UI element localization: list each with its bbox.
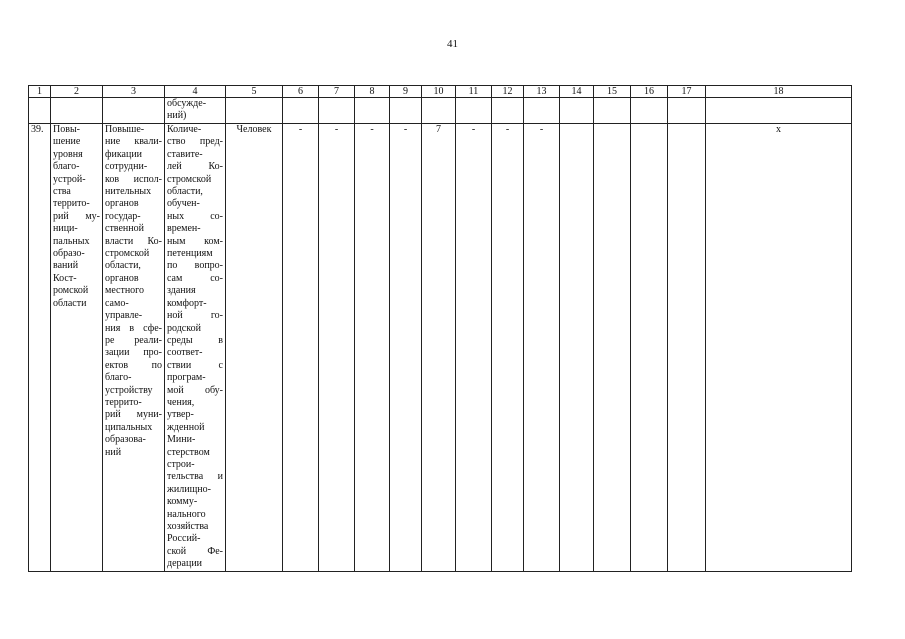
- header-cell: 3: [103, 86, 165, 98]
- value-cell: -: [524, 124, 560, 572]
- indicator-cell: [165, 124, 226, 572]
- text-line: стромской: [105, 248, 150, 260]
- text-line: ным ком-: [167, 235, 223, 247]
- text-line: жденной: [167, 421, 205, 433]
- value-cell: [668, 124, 706, 572]
- text-line: ственной: [105, 223, 144, 235]
- text-line: устрой-: [53, 173, 86, 185]
- continuation-cell: [165, 98, 226, 124]
- text-line: петенциям: [167, 248, 213, 260]
- text-line: Количе-: [167, 124, 202, 135]
- header-cell: 5: [226, 86, 283, 98]
- text-line: управле-: [105, 310, 143, 322]
- text-line: шение: [53, 136, 81, 148]
- text-line: ципальных: [105, 421, 153, 433]
- text-line: Кост-: [53, 272, 77, 284]
- text-line: ний: [105, 446, 122, 458]
- text-line: времен-: [167, 223, 201, 235]
- header-cell: 13: [524, 86, 560, 98]
- text-line: комму-: [167, 496, 198, 508]
- header-cell: 18: [706, 86, 852, 98]
- table-row: [29, 124, 852, 572]
- text-line: здания: [167, 285, 196, 297]
- text-line: рий муни-: [105, 409, 162, 421]
- text-line: благо-: [105, 372, 132, 384]
- text-line: ний): [167, 110, 187, 122]
- text-line: тельства и: [167, 471, 223, 483]
- header-cell: 6: [283, 86, 319, 98]
- header-cell: 15: [594, 86, 631, 98]
- header-row: [29, 86, 852, 98]
- note-cell: x: [706, 124, 852, 572]
- header-cell: 14: [560, 86, 594, 98]
- header-cell: 16: [631, 86, 668, 98]
- header-cell: 8: [355, 86, 390, 98]
- header-cell: 4: [165, 86, 226, 98]
- text-line: сам со-: [167, 272, 223, 284]
- text-line: програм-: [167, 372, 206, 384]
- text-line: зации про-: [105, 347, 162, 359]
- text-line: ставите-: [167, 148, 203, 160]
- value-cell: -: [492, 124, 524, 572]
- text-line: ромской: [53, 285, 89, 297]
- value-cell: 7: [422, 124, 456, 572]
- text-line: ков испол-: [105, 173, 162, 185]
- text-line: по вопро-: [167, 260, 223, 272]
- value-cell: -: [355, 124, 390, 572]
- text-line: фикации: [105, 148, 143, 160]
- text-line: образо-: [53, 248, 85, 260]
- text-line: пальных: [53, 235, 90, 247]
- value-cell: [631, 124, 668, 572]
- text-line: сотрудни-: [105, 161, 148, 173]
- text-line: ной го-: [167, 310, 223, 322]
- text-line: ных со-: [167, 210, 223, 222]
- text-line: области,: [105, 260, 141, 272]
- text-line: нального: [167, 508, 206, 520]
- text-line: Россий-: [167, 533, 201, 545]
- header-cell: 1: [29, 86, 51, 98]
- value-cell: -: [283, 124, 319, 572]
- value-cell: [594, 124, 631, 572]
- text-line: органов: [105, 198, 139, 210]
- text-line: ние квали-: [105, 136, 162, 148]
- header-cell: 2: [51, 86, 103, 98]
- text-line: устройству: [105, 384, 153, 396]
- continuation-row: [29, 98, 852, 124]
- goal-cell: [51, 124, 103, 572]
- text-line: само-: [105, 297, 129, 309]
- header-cell: 9: [390, 86, 422, 98]
- text-line: дерации: [167, 558, 203, 570]
- text-line: родской: [167, 322, 201, 334]
- header-cell: 17: [668, 86, 706, 98]
- row-number: 39.: [29, 124, 51, 572]
- data-table: [28, 85, 852, 572]
- text-line: ство пред-: [167, 136, 223, 148]
- text-line: стромской: [167, 173, 212, 185]
- text-line: ния в сфе-: [105, 322, 162, 334]
- value-cell: -: [319, 124, 355, 572]
- text-line: террито-: [53, 198, 90, 210]
- header-cell: 10: [422, 86, 456, 98]
- text-line: власти Ко-: [105, 235, 162, 247]
- text-line: чения,: [167, 396, 195, 408]
- text-line: рий му-: [53, 210, 100, 222]
- value-cell: -: [456, 124, 492, 572]
- header-cell: 12: [492, 86, 524, 98]
- text-line: утвер-: [167, 409, 194, 421]
- text-line: Мини-: [167, 434, 196, 446]
- text-line: соответ-: [167, 347, 203, 359]
- text-line: обсужде-: [167, 98, 207, 109]
- text-line: благо-: [53, 161, 80, 173]
- text-line: Повыше-: [105, 124, 145, 135]
- text-line: среды в: [167, 334, 223, 346]
- text-line: уровня: [53, 148, 83, 160]
- text-line: образова-: [105, 434, 146, 446]
- unit-cell: Человек: [226, 124, 283, 572]
- text-line: ре реали-: [105, 334, 162, 346]
- text-line: стерством: [167, 446, 210, 458]
- text-line: ства: [53, 186, 71, 198]
- text-line: области,: [167, 186, 203, 198]
- text-line: строи-: [167, 458, 195, 470]
- text-line: местного: [105, 285, 145, 297]
- text-line: ваний: [53, 260, 79, 272]
- header-cell: 11: [456, 86, 492, 98]
- header-cell: 7: [319, 86, 355, 98]
- text-line: нительных: [105, 186, 152, 198]
- text-line: комфорт-: [167, 297, 207, 309]
- text-line: государ-: [105, 210, 141, 222]
- text-line: Повы-: [53, 124, 80, 135]
- text-line: террито-: [105, 396, 142, 408]
- text-line: ствии с: [167, 359, 223, 371]
- text-line: мой обу-: [167, 384, 223, 396]
- value-cell: [560, 124, 594, 572]
- text-line: ници-: [53, 223, 78, 235]
- text-line: обучен-: [167, 198, 200, 210]
- page-number: 41: [447, 38, 458, 50]
- value-cell: -: [390, 124, 422, 572]
- text-line: жилищно-: [167, 483, 211, 495]
- text-line: лей Ко-: [167, 161, 223, 173]
- text-line: хозяйства: [167, 521, 209, 532]
- text-line: органов: [105, 272, 139, 284]
- text-line: области: [53, 297, 87, 309]
- event-cell: [103, 124, 165, 572]
- text-line: ектов по: [105, 359, 162, 371]
- text-line: ской Фе-: [167, 545, 223, 557]
